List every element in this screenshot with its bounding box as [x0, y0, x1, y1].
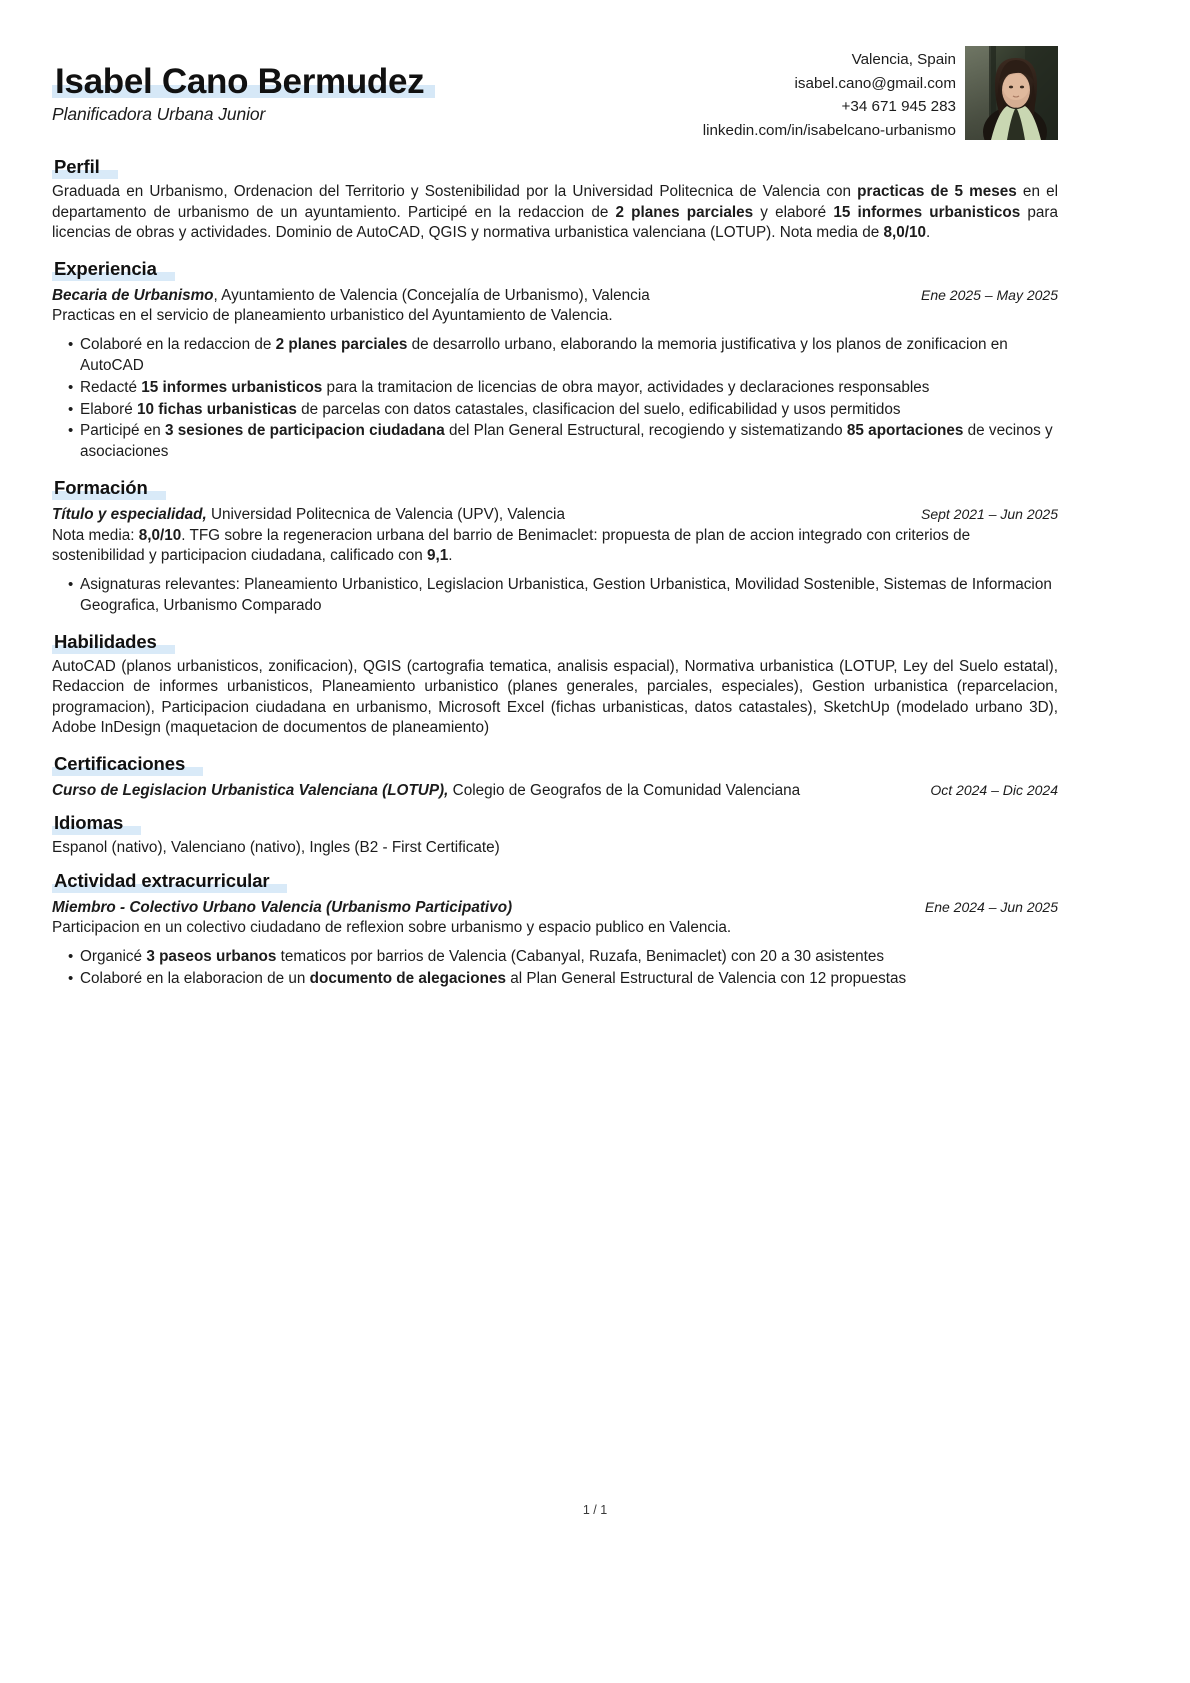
resume-header	[52, 46, 1058, 142]
section-title-habilidades-text: Habilidades	[54, 630, 157, 652]
profile-photo-image	[965, 46, 1058, 140]
entry-header	[52, 898, 1058, 918]
entry-bullet-list	[52, 947, 1058, 990]
entry-bullet-list	[52, 575, 1058, 617]
entry-certificate-title: Curso de Legislacion Urbanistica Valenciana (LOTUP),	[52, 781, 449, 799]
contact-photo-block	[703, 46, 1058, 142]
bullet-item: • Asignaturas relevantes: Planeamiento Urbanistico, Legislacion Urbanistica, Gestion Urbanistica, Movilidad Sostenible, Sistemas de Informacion Geografica, Urbanismo Comparado	[52, 575, 1058, 617]
idiomas-text: Espanol (nativo), Valenciano (nativo), Ingles (B2 - First Certificate)	[52, 839, 500, 857]
section-title-habilidades	[52, 631, 159, 654]
section-title-perfil	[52, 156, 102, 179]
contact-email[interactable]: isabel.cano@gmail.com	[794, 74, 956, 92]
section-title-certificaciones-text: Certificaciones	[54, 752, 186, 774]
entry-title	[52, 898, 512, 918]
identity-block	[52, 46, 427, 125]
entry-title	[52, 505, 565, 525]
bullet-item: • Colaboré en la elaboracion de un documento de alegaciones al Plan General Estructural de Valencia con 12 propuestas	[52, 969, 1058, 990]
section-title-idiomas-text: Idiomas	[54, 812, 124, 834]
candidate-name	[52, 64, 427, 99]
section-title-formacion-text: Formación	[54, 477, 148, 499]
entry-activity-title: Miembro - Colectivo Urbano Valencia (Urbanismo Participativo)	[52, 898, 513, 916]
bullet-item: • Organicé 3 paseos urbanos tematicos por barrios de Valencia (Cabanyal, Ruzafa, Benimaclet) con 20 a 30 asistentes	[52, 947, 1058, 968]
section-title-extracurricular-text: Actividad extracurricular	[54, 869, 270, 891]
entry-bullet-list	[52, 335, 1058, 464]
section-title-extracurricular	[52, 870, 271, 893]
contact-info	[703, 46, 956, 142]
section-title-experiencia-text: Experiencia	[54, 257, 157, 279]
education-entry	[52, 505, 1058, 616]
bullet-item: • Redacté 15 informes urbanisticos para la tramitacion de licencias de obra mayor, actividades y declaraciones responsables	[52, 378, 1058, 399]
page-footer	[0, 1503, 1190, 1517]
entry-institution: Universidad Politecnica de Valencia (UPV), Valencia	[206, 506, 565, 524]
entry-degree-title: Título y especialidad,	[52, 506, 207, 524]
extracurricular-entry	[52, 898, 1058, 990]
entry-organization: , Ayuntamiento de Valencia (Concejalía de Urbanismo), Valencia	[213, 286, 650, 304]
section-title-idiomas	[52, 812, 125, 835]
entry-summary: Practicas en el servicio de planeamiento urbanistico del Ayuntamiento de Valencia.	[52, 307, 613, 325]
entry-title	[52, 286, 650, 306]
entry-header	[52, 505, 1058, 525]
bullet-item: • Colaboré en la redaccion de 2 planes parciales de desarrollo urbano, elaborando la memoria justificativa y los planos de zonificacion en AutoCAD	[52, 335, 1058, 377]
entry-title	[52, 781, 800, 801]
entry-summary: Participacion en un colectivo ciudadano de reflexion sobre urbanismo y espacio publico en Valencia.	[52, 919, 732, 937]
perfil-paragraph: Graduada en Urbanismo, Ordenacion del Territorio y Sostenibilidad por la Universidad Politecnica de Valencia con practicas de 5 meses en el departamento de urbanismo de un ayuntamiento. Participé en la redaccion de 2 planes parciales y elaboré 15 informes urbanisticos para licencias de obras y actividades. Dominio de AutoCAD, QGIS y normativa urbanistica valenciana (LOTUP). Nota media de 8,0/10.	[52, 183, 1059, 242]
entry-job-title: Becaria de Urbanismo	[52, 286, 214, 304]
entry-header	[52, 286, 1058, 306]
section-formacion	[52, 477, 1058, 616]
contact-location: Valencia, Spain	[851, 51, 956, 68]
section-certificaciones	[52, 753, 1058, 801]
candidate-name-text: Isabel Cano Bermudez	[55, 62, 425, 101]
section-experiencia	[52, 258, 1058, 464]
bullet-item: • Elaboré 10 fichas urbanisticas de parcelas con datos catastales, clasificacion del suelo, edificabilidad y usos permitidos	[52, 400, 1058, 421]
candidate-role: Planificadora Urbana Junior	[52, 104, 266, 124]
section-perfil	[52, 156, 1058, 243]
section-title-certificaciones	[52, 753, 187, 776]
entry-date: Ene 2024 – Jun 2025	[924, 898, 1058, 915]
contact-linkedin[interactable]: linkedin.com/in/isabelcano-urbanismo	[702, 121, 956, 139]
bullet-item: • Participé en 3 sesiones de participacion ciudadana del Plan General Estructural, recogiendo y sistematizando 85 aportaciones de vecinos y asociaciones	[52, 421, 1058, 463]
section-extracurricular	[52, 870, 1058, 990]
entry-date: Sept 2021 – Jun 2025	[920, 506, 1058, 523]
section-idiomas	[52, 812, 1058, 858]
contact-phone[interactable]: +34 671 945 283	[841, 98, 956, 116]
certification-entry	[52, 781, 1058, 801]
profile-photo	[965, 46, 1058, 140]
entry-header	[52, 781, 1058, 801]
habilidades-text: AutoCAD (planos urbanisticos, zonificacion), QGIS (cartografia tematica, analisis espacial), Normativa urbanistica (LOTUP, Ley del Suelo estatal), Redaccion de informes urbanisticos, Planeamiento urbanistico (planes generales, parciales, especiales), Gestion urbanistica (reparcelacion, programacion), Participacion ciudadana en urbanismo, Microsoft Excel (fichas urbanisticas, datos catastales), SketchUp (modelado urbano 3D), Adobe InDesign (maquetacion de documentos de planeamiento)	[52, 657, 1058, 737]
section-title-perfil-text: Perfil	[54, 156, 100, 178]
page-indicator: 1 / 1	[582, 1503, 608, 1517]
entry-summary: Nota media: 8,0/10. TFG sobre la regeneracion urbana del barrio de Benimaclet: propuesta de plan de accion integrado con criterios de sostenibilidad y participacion ciudadana, calificado con 9,1.	[52, 526, 971, 565]
entry-date: Oct 2024 – Dic 2024	[930, 781, 1058, 798]
entry-date: Ene 2025 – May 2025	[921, 286, 1058, 303]
resume-content	[52, 46, 1058, 991]
entry-issuer: Colegio de Geografos de la Comunidad Valenciana	[448, 781, 801, 799]
experience-entry	[52, 286, 1058, 464]
section-habilidades	[52, 631, 1058, 739]
section-title-formacion	[52, 477, 150, 500]
section-title-experiencia	[52, 258, 159, 281]
